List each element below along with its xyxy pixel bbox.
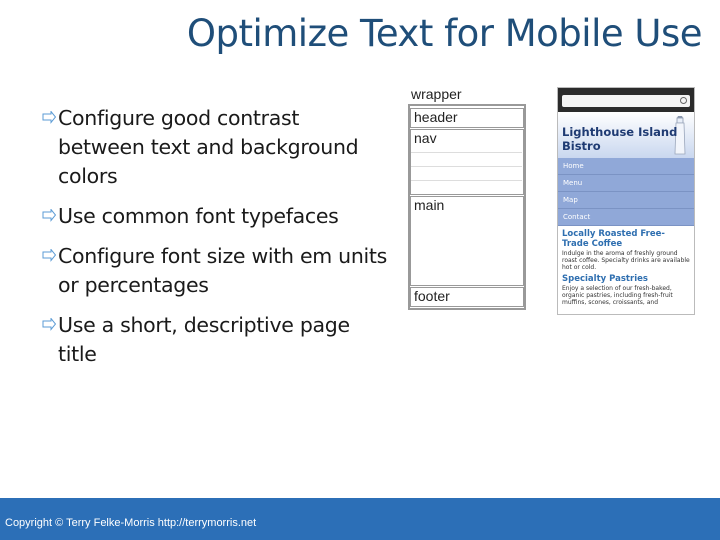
slide-title: Optimize Text for Mobile Use	[186, 12, 702, 55]
footer-bar	[0, 498, 720, 540]
phone-nav-contact: Contact	[558, 209, 694, 226]
bullet-item	[40, 311, 390, 369]
phone-nav-map: Map	[558, 192, 694, 209]
phone-section-heading: Specialty Pastries	[562, 274, 648, 284]
bullet-text: Configure good contrast between text and background colors	[58, 106, 359, 188]
bullet-arrow-icon	[42, 111, 56, 125]
wireframe-main: main	[410, 196, 524, 286]
wireframe-caption: wrapper	[411, 86, 462, 102]
phone-section-heading: Locally Roasted Free-Trade Coffee	[562, 229, 665, 249]
bullet-arrow-icon	[42, 249, 56, 263]
bullet-arrow-icon	[42, 318, 56, 332]
wireframe-wrapper	[408, 104, 526, 310]
wireframe-nav-divider	[411, 166, 522, 167]
phone-section-text: Enjoy a selection of our fresh-baked, organic pastries, including fresh-fruit muffins, scones, croissants, and	[562, 285, 673, 306]
phone-browser-bar	[558, 88, 694, 112]
bullet-list	[40, 104, 390, 369]
bullet-item	[40, 202, 390, 231]
bullet-text: Use a short, descriptive page title	[58, 313, 350, 366]
phone-site-header	[558, 112, 694, 158]
wireframe-footer: footer	[410, 287, 524, 307]
bullet-item	[40, 242, 390, 300]
phone-section-text: Indulge in the aroma of freshly ground roast coffee. Specialty drinks are available hot or cold.	[562, 250, 690, 271]
wireframe-nav-divider	[411, 180, 522, 181]
phone-nav-menu: Menu	[558, 175, 694, 192]
phone-nav	[558, 158, 694, 226]
reload-icon	[680, 97, 687, 104]
wireframe-diagram	[408, 86, 526, 310]
bullet-text: Configure font size with em units or percentages	[58, 244, 388, 297]
bullet-text: Use common font typefaces	[58, 204, 339, 228]
phone-address-field	[562, 95, 690, 107]
phone-site-title: Lighthouse Island Bistro	[562, 125, 678, 153]
wireframe-nav-divider	[411, 152, 522, 153]
bullet-arrow-icon	[42, 209, 56, 223]
wireframe-header: header	[410, 108, 524, 128]
bullet-item	[40, 104, 390, 191]
wireframe-nav-label: nav	[414, 130, 437, 146]
phone-nav-home: Home	[558, 158, 694, 175]
wireframe-nav	[410, 129, 524, 195]
mobile-screenshot	[557, 87, 695, 315]
phone-main-content	[558, 226, 694, 315]
copyright-text: Copyright © Terry Felke-Morris http://terrymorris.net	[5, 517, 257, 529]
